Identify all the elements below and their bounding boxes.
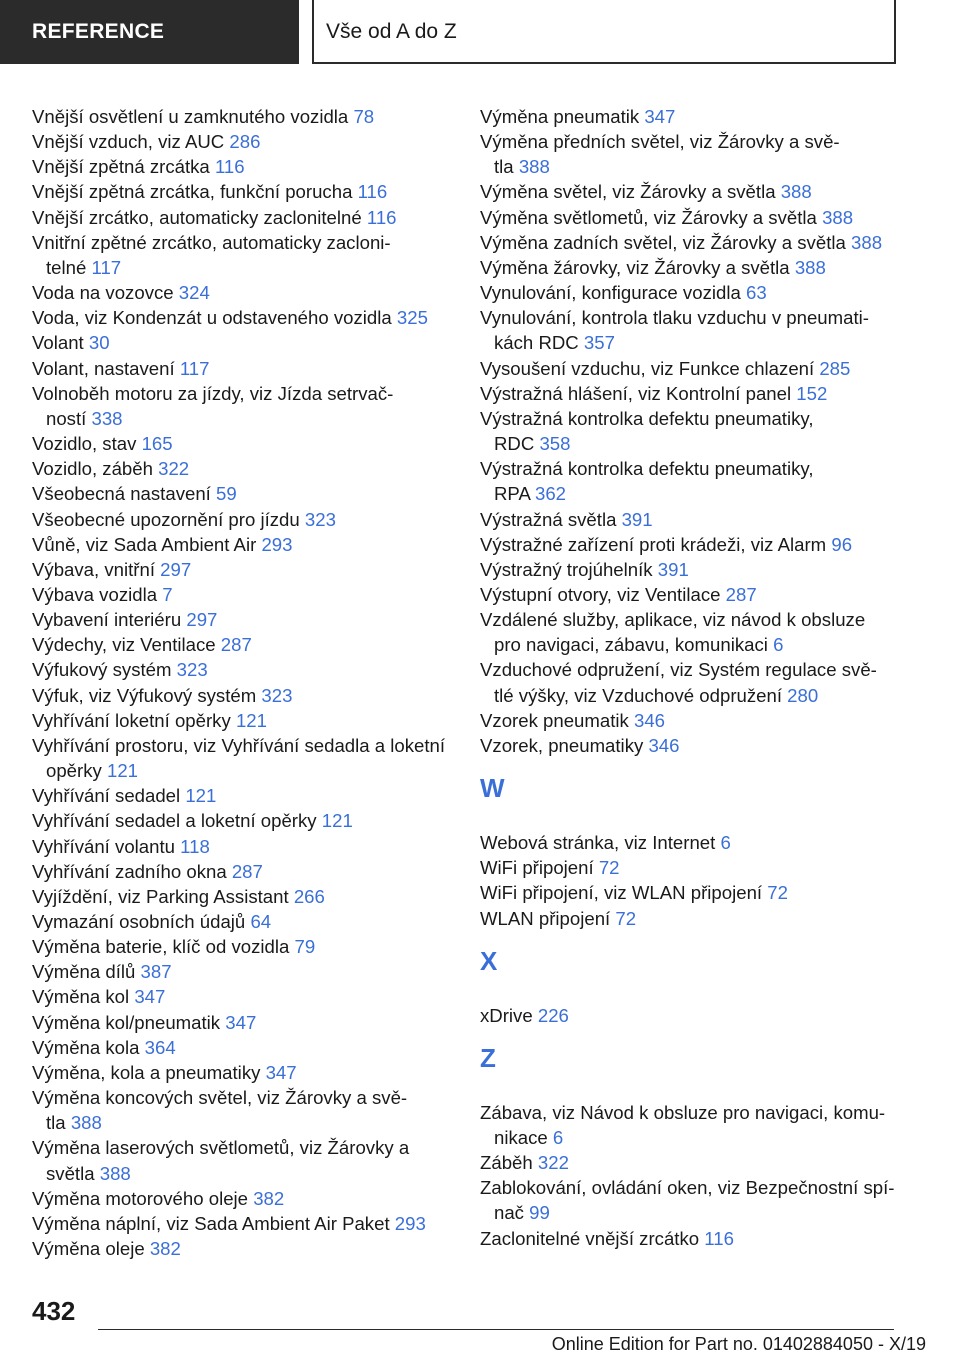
- index-entry-text: Zablokování, ovládání oken, viz Bezpečnostní spí-: [480, 1177, 895, 1199]
- index-entry: [480, 1100, 900, 1150]
- page-reference-link[interactable]: 347: [644, 106, 676, 127]
- index-entry: [32, 859, 452, 884]
- index-entry-text: Výbava, vnitřní: [32, 558, 155, 580]
- index-entry-text: ností: [46, 407, 87, 429]
- index-entry: [32, 1186, 452, 1211]
- index-entry: [32, 305, 452, 330]
- index-entry-text: Vůně, viz Sada Ambient Air: [32, 533, 257, 555]
- index-entry-text: Vyhřívání loketní opěrky: [32, 709, 231, 731]
- footer-divider: [98, 1329, 894, 1330]
- index-entry-text: Volant: [32, 332, 84, 354]
- index-entry-text: Voda, viz Kondenzát u odstaveného vozidla: [32, 307, 392, 329]
- page-reference-link[interactable]: 7: [162, 583, 173, 605]
- index-entry: [480, 356, 900, 381]
- page-reference-link[interactable]: 293: [261, 533, 293, 555]
- index-entry: [32, 1035, 452, 1060]
- page-reference-link[interactable]: 388: [794, 256, 826, 278]
- page-reference-link[interactable]: 287: [725, 583, 757, 605]
- index-entry: [480, 205, 900, 230]
- index-entry-text: Výměna žárovky, viz Žárovky a světla: [480, 256, 790, 278]
- index-entry-text: Výměna koncových světel, viz Žárovky a svě-: [32, 1087, 408, 1109]
- index-entry: [480, 280, 900, 305]
- index-entry: [32, 330, 452, 355]
- index-entry: [480, 582, 900, 607]
- index-entry: [32, 1211, 452, 1236]
- index-entry: [32, 431, 452, 456]
- index-entry: [32, 532, 452, 557]
- index-entry-text: Výfuk, viz Výfukový systém: [32, 684, 257, 706]
- page-reference-link[interactable]: 347: [265, 1061, 297, 1083]
- index-entry-text: Výměna oleje: [32, 1238, 145, 1260]
- page-reference-link[interactable]: 388: [851, 231, 883, 253]
- index-entry: [480, 1175, 900, 1225]
- index-entry: [480, 456, 900, 506]
- index-entry-text: tla: [494, 156, 514, 178]
- index-entry: [32, 557, 452, 582]
- index-entry: [32, 783, 452, 808]
- page-reference-link[interactable]: 116: [214, 156, 245, 178]
- index-entry-text: Výměna kol/pneumatik: [32, 1011, 221, 1033]
- page-reference-link[interactable]: 388: [70, 1112, 102, 1134]
- index-entry: [32, 808, 452, 833]
- index-entry: [480, 855, 900, 880]
- page-reference-link[interactable]: 121: [106, 760, 139, 782]
- index-entry-text: Výměna předních světel, viz Žárovky a svě-: [480, 131, 840, 153]
- page-reference-link[interactable]: 391: [621, 508, 653, 530]
- index-entry: [32, 909, 452, 934]
- page-reference-link[interactable]: 121: [185, 785, 217, 807]
- index-entry: [480, 607, 900, 657]
- index-entry: [480, 1150, 900, 1175]
- index-entry-text: Vozidlo, záběh: [32, 458, 153, 480]
- page-reference-link[interactable]: 357: [583, 332, 615, 354]
- index-entry-text: Vzduchové odpružení, viz Systém regulace svě-: [480, 659, 877, 681]
- index-entry-text: Zábava, viz Návod k obsluze pro navigaci, komu-: [480, 1101, 886, 1123]
- index-entry: [480, 1003, 900, 1028]
- index-entry-text: Voda na vozovce: [32, 282, 174, 304]
- index-entry: [480, 657, 900, 707]
- page-reference-link[interactable]: 6: [552, 1127, 564, 1148]
- page-reference-link[interactable]: 121: [235, 709, 267, 731]
- index-entry: [480, 230, 900, 255]
- index-entry: [32, 179, 452, 204]
- page-reference-link[interactable]: 152: [796, 382, 828, 404]
- index-entry: [480, 255, 900, 280]
- page-reference-link[interactable]: 72: [767, 882, 788, 904]
- page-reference-link[interactable]: 347: [225, 1011, 257, 1033]
- index-entry: [32, 456, 452, 481]
- page-reference-link[interactable]: 364: [144, 1036, 176, 1058]
- index-entry: [480, 733, 900, 758]
- index-entry-text: Vozidlo, stav: [32, 433, 137, 455]
- page-reference-link[interactable]: 266: [293, 885, 325, 907]
- page-reference-link[interactable]: 116: [357, 181, 388, 203]
- index-entry-text: Vnější zpětná zrcátka: [32, 156, 210, 178]
- page-reference-link[interactable]: 72: [598, 857, 620, 879]
- index-column-left: [32, 104, 452, 1261]
- index-entry-text: WiFi připojení, viz WLAN připojení: [480, 882, 763, 904]
- index-entry: [32, 607, 452, 632]
- page-reference-link[interactable]: 323: [304, 508, 336, 530]
- page-reference-link[interactable]: 64: [250, 911, 272, 932]
- section-tab: [0, 0, 299, 64]
- index-entry-text: telné: [46, 256, 87, 278]
- page-reference-link[interactable]: 346: [634, 709, 666, 731]
- index-entry: [32, 356, 452, 381]
- index-entry-text: WiFi připojení: [480, 857, 594, 879]
- index-entry-text: Vnější vzduch, viz AUC: [32, 131, 225, 153]
- index-entry: [480, 830, 900, 855]
- index-entry-text: Vybavení interiéru: [32, 609, 182, 631]
- index-entry-text: Vymazání osobních údajů: [32, 911, 246, 932]
- index-entry-text: Volant, nastavení: [32, 357, 175, 379]
- index-entry-text: Výstražná hlášení, viz Kontrolní panel: [480, 382, 792, 404]
- page-reference-link[interactable]: 347: [134, 986, 166, 1008]
- index-entry-text: Výměna kola: [32, 1036, 140, 1058]
- page-reference-link[interactable]: 63: [745, 282, 767, 304]
- page-reference-link[interactable]: 118: [180, 835, 210, 857]
- page-reference-link[interactable]: 388: [99, 1162, 131, 1184]
- index-entry-text: RDC: [494, 433, 535, 455]
- index-entry-text: Záběh: [480, 1152, 533, 1174]
- page-reference-link[interactable]: 226: [537, 1004, 569, 1026]
- page-reference-link[interactable]: 388: [780, 181, 812, 203]
- index-entry: [32, 657, 452, 682]
- index-entry: [32, 1060, 452, 1085]
- index-entry-text: Vnější zpětná zrcátka, funkční porucha: [32, 181, 353, 203]
- index-entry: [480, 179, 900, 204]
- page-reference-link[interactable]: 297: [160, 558, 192, 580]
- index-entry-text: Všeobecná nastavení: [32, 483, 211, 505]
- index-entry: [32, 205, 452, 230]
- page-reference-link[interactable]: 6: [773, 634, 784, 656]
- index-entry: [32, 683, 452, 708]
- index-entry: [480, 104, 900, 129]
- index-entry: [480, 129, 900, 179]
- page-reference-link[interactable]: 96: [831, 533, 853, 555]
- index-entry-text: Výměna náplní, viz Sada Ambient Air Paket: [32, 1212, 390, 1234]
- page-reference-link[interactable]: 286: [229, 131, 261, 153]
- page-reference-link[interactable]: 117: [91, 256, 122, 278]
- page-reference-link[interactable]: 388: [518, 156, 550, 178]
- page-reference-link[interactable]: 388: [822, 206, 854, 228]
- index-entry-text: Vnější zrcátko, automaticky zaclonitelné: [32, 206, 362, 228]
- index-entry: [32, 507, 452, 532]
- index-entry-text: Vyhřívání sedadel a loketní opěrky: [32, 810, 317, 832]
- index-entry: [32, 280, 452, 305]
- index-entry-text: Výměna motorového oleje: [32, 1187, 249, 1209]
- page-reference-link[interactable]: 324: [178, 282, 210, 304]
- index-entry-text: Výměna světel, viz Žárovky a světla: [480, 181, 776, 203]
- index-entry: [32, 959, 452, 984]
- page-reference-link[interactable]: 382: [253, 1187, 285, 1209]
- index-entry: [480, 557, 900, 582]
- index-entry-text: opěrky: [46, 760, 102, 782]
- index-letter-heading: Z: [480, 1042, 496, 1073]
- index-entry: [32, 834, 452, 859]
- index-entry-text: Vysoušení vzduchu, viz Funkce chlazení: [480, 357, 815, 379]
- page-reference-link[interactable]: 362: [535, 483, 567, 505]
- index-entry-text: RPA: [494, 483, 530, 505]
- index-entry-text: Výstupní otvory, viz Ventilace: [480, 583, 721, 605]
- index-entry: [32, 129, 452, 154]
- index-entry: [32, 1010, 452, 1035]
- index-entry-text: Zaclonitelné vnější zrcátko: [480, 1227, 700, 1249]
- page-reference-link[interactable]: 121: [321, 810, 353, 832]
- index-entry: [32, 708, 452, 733]
- page-reference-link[interactable]: 322: [537, 1152, 569, 1174]
- index-entry-text: Výměna zadních světel, viz Žárovky a světla: [480, 231, 846, 253]
- index-entry: [480, 1226, 900, 1251]
- index-entry-text: Výměna světlometů, viz Žárovky a světla: [480, 206, 817, 228]
- page-reference-link[interactable]: 72: [615, 907, 637, 929]
- chapter-header: [312, 0, 896, 64]
- index-entry: [480, 381, 900, 406]
- page-reference-link[interactable]: 30: [88, 332, 110, 354]
- index-entry-text: Výměna kol: [32, 986, 130, 1008]
- index-entry: [32, 1085, 452, 1135]
- chapter-title: Vše od A do Z: [326, 20, 457, 43]
- index-entry: [32, 481, 452, 506]
- index-entry: [480, 880, 900, 905]
- page-reference-link[interactable]: 280: [787, 684, 819, 706]
- index-entry: [480, 906, 900, 931]
- index-entry: [32, 1236, 452, 1261]
- index-entry-text: Výstražné zařízení proti krádeži, viz Alarm: [480, 533, 827, 555]
- index-entry: [32, 230, 452, 280]
- index-entry-text: Výměna, kola a pneumatiky: [32, 1061, 261, 1083]
- index-entry-text: tla: [46, 1112, 66, 1134]
- index-entry-text: Vzdálené služby, aplikace, viz návod k obsluze: [480, 609, 866, 631]
- index-entry: [32, 1135, 452, 1185]
- page-reference-link[interactable]: 59: [216, 483, 237, 505]
- page-reference-link[interactable]: 322: [158, 458, 190, 480]
- index-entry: [480, 507, 900, 532]
- page-reference-link[interactable]: 79: [294, 936, 316, 958]
- index-entry-text: Výstražná kontrolka defektu pneumatiky,: [480, 458, 814, 480]
- index-entry-text: Výměna laserových světlometů, viz Žárovky a: [32, 1137, 410, 1159]
- index-entry-text: Vyhřívání zadního okna: [32, 860, 227, 882]
- page-reference-link[interactable]: 116: [366, 206, 397, 228]
- page-reference-link[interactable]: 325: [396, 307, 428, 329]
- index-entry: [480, 305, 900, 355]
- index-entry: [32, 884, 452, 909]
- page-reference-link[interactable]: 78: [353, 106, 375, 127]
- index-entry-text: tlé výšky, viz Vzduchové odpružení: [494, 684, 782, 706]
- page-reference-link[interactable]: 287: [231, 860, 263, 882]
- page-reference-link[interactable]: 346: [648, 734, 680, 756]
- index-entry: [32, 104, 452, 129]
- index-entry-text: pro navigaci, zábavu, komunikaci: [494, 634, 768, 656]
- index-entry-text: světla: [46, 1162, 95, 1184]
- page-reference-link[interactable]: 297: [186, 609, 218, 631]
- index-entry: [32, 984, 452, 1009]
- index-entry: [32, 934, 452, 959]
- page-reference-link[interactable]: 358: [539, 433, 571, 455]
- index-entry: [32, 582, 452, 607]
- index-entry: [32, 154, 452, 179]
- index-entry-text: nikace: [494, 1127, 548, 1148]
- index-entry-text: Výbava vozidla: [32, 583, 158, 605]
- page-reference-link[interactable]: 293: [394, 1212, 426, 1234]
- index-entry: [480, 708, 900, 733]
- index-entry-text: Vnitřní zpětné zrcátko, automaticky zacloni-: [32, 231, 391, 253]
- index-entry-text: Vyhřívání sedadel: [32, 785, 181, 807]
- page-reference-link[interactable]: 387: [140, 961, 172, 983]
- index-entry-text: Vyjíždění, viz Parking Assistant: [32, 885, 289, 907]
- index-entry-text: Vzorek pneumatik: [480, 709, 629, 731]
- index-entry-text: Výměna dílů: [32, 961, 136, 983]
- index-entry-text: Výfukový systém: [32, 659, 172, 681]
- index-entry-text: Výstražná světla: [480, 508, 617, 530]
- page-reference-link[interactable]: 323: [261, 684, 293, 706]
- index-entry-text: Vyhřívání prostoru, viz Vyhřívání sedadla a loketní: [32, 734, 446, 756]
- index-entry-text: xDrive: [480, 1004, 533, 1026]
- index-entry-text: Výstražná kontrolka defektu pneumatiky,: [480, 407, 814, 429]
- page-reference-link[interactable]: 116: [704, 1227, 734, 1249]
- page-reference-link[interactable]: 382: [149, 1238, 181, 1260]
- footer-edition: Online Edition for Part no. 01402884050 - X/19: [551, 1334, 926, 1354]
- page-reference-link[interactable]: 287: [220, 634, 252, 656]
- index-entry-text: Vynulování, konfigurace vozidla: [480, 282, 741, 304]
- index-entry-text: Vnější osvětlení u zamknutého vozidla: [32, 106, 349, 127]
- page-reference-link[interactable]: 165: [141, 433, 173, 455]
- index-entry-text: Volnoběh motoru za jízdy, viz Jízda setrvač-: [32, 382, 394, 404]
- index-entry-text: Vzorek, pneumatiky: [480, 734, 644, 756]
- index-entry-text: kách RDC: [494, 332, 579, 354]
- index-column-right: [480, 104, 900, 1251]
- index-entry-text: Vynulování, kontrola tlaku vzduchu v pneumati-: [480, 307, 869, 329]
- index-entry: [480, 532, 900, 557]
- index-entry: [480, 406, 900, 456]
- index-entry-text: Výstražný trojúhelník: [480, 558, 653, 580]
- page-reference-link[interactable]: 6: [720, 832, 731, 854]
- index-letter-heading: X: [480, 945, 498, 976]
- index-letter-heading: W: [480, 773, 505, 804]
- index-entry: [32, 632, 452, 657]
- page-reference-link[interactable]: 285: [819, 357, 851, 379]
- index-entry-text: Všeobecné upozornění pro jízdu: [32, 508, 300, 530]
- page-reference-link[interactable]: 391: [657, 558, 689, 580]
- page-reference-link[interactable]: 117: [179, 357, 210, 379]
- page-reference-link[interactable]: 323: [176, 659, 208, 681]
- page-reference-link[interactable]: 338: [91, 407, 123, 429]
- index-entry-text: WLAN připojení: [480, 907, 611, 929]
- page-number: 432: [32, 1296, 76, 1326]
- index-entry: [32, 733, 452, 783]
- index-entry-text: Webová stránka, viz Internet: [480, 832, 716, 854]
- index-entry-text: Výdechy, viz Ventilace: [32, 634, 216, 656]
- index-entry-text: Výměna pneumatik: [480, 106, 640, 127]
- index-entry-text: Vyhřívání volantu: [32, 835, 175, 857]
- index-entry: [32, 381, 452, 431]
- index-entry-text: nač: [494, 1202, 524, 1224]
- section-label: REFERENCE: [32, 20, 165, 43]
- index-entry-text: Výměna baterie, klíč od vozidla: [32, 936, 290, 958]
- page-reference-link[interactable]: 99: [529, 1202, 550, 1224]
